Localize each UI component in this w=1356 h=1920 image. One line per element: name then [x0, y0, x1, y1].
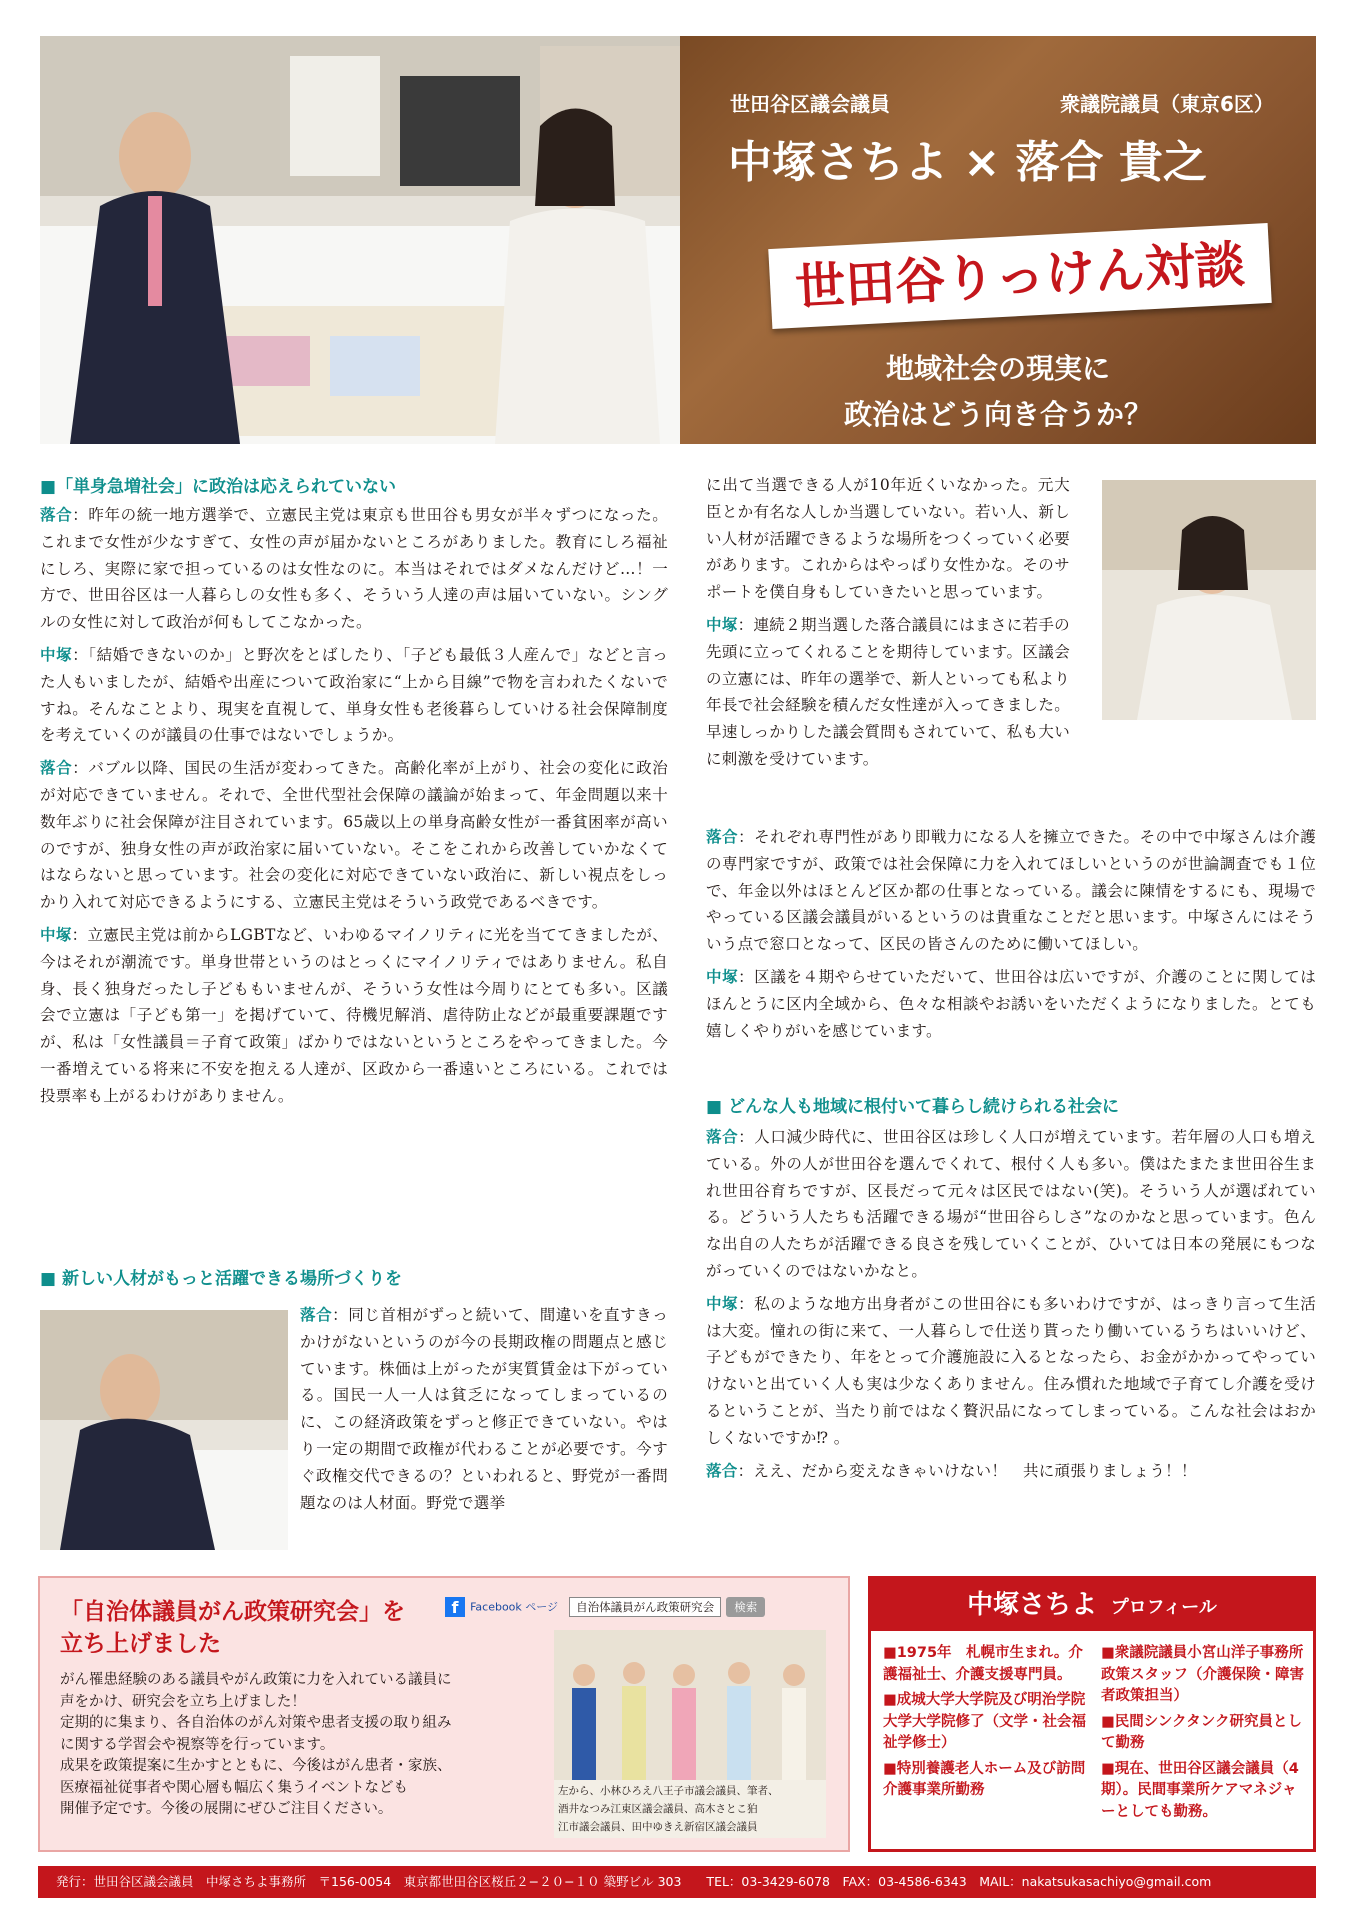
box-body-line: 定期的に集まり、各自治体のがん対策や患者支援の取り組み: [60, 1715, 452, 1731]
profile-col1: [883, 1643, 1093, 1806]
paragraph: [300, 1302, 668, 1516]
paragraph-text: ：ええ、だから変えなきゃいけない！ 共に頑張りましょう！！: [737, 1461, 1197, 1480]
paragraph-text: ：区議を４期やらせていただいて、世田谷は広いですが、介護のことに関してはほんとうに区内全域から、色々な相談やお誘いをいただくようになりました。とても嬉しくやりがいを感じています。: [706, 967, 1316, 1040]
speaker-label: 中塚: [40, 644, 73, 664]
speaker-label: 中塚: [706, 614, 738, 634]
caption-line: 酒井なつみ江東区議会議員、高木さとこ狛: [558, 1803, 758, 1815]
paragraph: [706, 1458, 1316, 1485]
section2-right-body: [706, 824, 1316, 1050]
title-ribbon: [768, 223, 1272, 329]
facebook-label: Facebook ページ: [470, 1600, 559, 1614]
header-photo: [40, 36, 680, 444]
photo-caption: [554, 1780, 826, 1838]
box-title: [60, 1596, 405, 1660]
paragraph: [706, 612, 1070, 773]
paragraph: [40, 642, 668, 749]
paragraph-text: ：それぞれ専門性があり即戦力になる人を擁立できた。その中で中塚さんは介護の専門家ですが、政策では社会保障に力を入れてほしいというのが世論調査でも１位で、年金以外はほとんど区か都の仕事となっている。議会に陳情をするにも、現場でやっている区議会議員がいるというのは貴重なことだと思います。中塚さんにはそういう点で窓口となって、区民の皆さんのために働いてほしい。: [706, 828, 1316, 954]
speaker-label: 落合: [40, 505, 73, 524]
paragraph: [706, 824, 1316, 958]
subtitle-line2: 政治はどう向き合うか？: [843, 398, 1152, 431]
left-role: 世田谷区議会議員: [730, 92, 890, 116]
paragraph: [40, 755, 668, 916]
speaker-label: 落合: [706, 1460, 738, 1480]
paragraph-text: ：「結婚できないのか」と野次をとばしたり、「子ども最低３人産んで」などと言った人もいましたが、結婚や出産について政治家に“上から目線”で物を言われたくないですね。そんなことより、現実を直視して、単身女性も老後暮らしていける社会保障制度を考えていくのが議員の仕事ではないでしょうか。: [40, 645, 669, 745]
cancer-policy-box: [38, 1576, 850, 1852]
subtitle: [680, 346, 1316, 438]
caption-line: 江市議会議員、田中ゆきえ新宿区議会議員: [558, 1821, 758, 1833]
paragraph-text: に出て当選できる人が10年近くいなかった。元大臣とか有名な人しか当選していない。若い人、新しい人材が活躍できるような場所をつくっていく必要があります。これからはやっぱり女性かな。そのサポートを僕自身もしていきたいと思っています。: [706, 476, 1070, 602]
speaker-label: 中塚: [40, 924, 72, 944]
box-body-line: 開催予定です。今後の展開にぜひご注目ください。: [60, 1801, 393, 1817]
paragraph: [706, 1291, 1316, 1452]
nakatsuka-photo: [1102, 480, 1316, 720]
box-body-line: に関する学習会や視察等を行っています。: [60, 1736, 335, 1753]
profile-item: ■特別養護老人ホーム及び訪問介護事業所勤務: [883, 1760, 1086, 1798]
ochiai-photo: [40, 1310, 288, 1550]
section2-body: [300, 1302, 668, 1522]
search-button[interactable]: 検索: [726, 1597, 765, 1617]
box-body-line: 成果を政策提案に生かすとともに、今後はがん患者・家族、: [60, 1758, 452, 1774]
profile-header: [871, 1579, 1313, 1631]
paragraph-text: ：昨年の統一地方選挙で、立憲民主党は東京も世田谷も男女が半々ずつになった。これまで女性が少なすぎて、女性の声が届かないところがありました。教育にしろ福祉にしろ、実際に家で担っているのは女性なのに。本当はそれではダメなんだけど…！一方で、世田谷区は一人暮らしの女性も多く、そういう人達の声は届いていない。シングルの女性に対して政治が何もしてこなかった。: [40, 506, 668, 632]
footer-bar: [38, 1866, 1316, 1898]
speaker-label: 中塚: [706, 1293, 739, 1313]
caption-line: 左から、小林ひろえ八王子市議会議員、筆者、: [558, 1785, 779, 1797]
profile-item: ■成城大学大学院及び明治学院大学大学院修了（文学・社会福祉学修士）: [883, 1692, 1086, 1751]
speaker-label: 落合: [40, 758, 73, 778]
box-body-line: 医療福祉従事者や関心層も幅広く集うイベントなども: [60, 1779, 408, 1796]
main-title: 世田谷りっけん対談: [793, 235, 1247, 317]
section2-continued: [706, 472, 1070, 779]
paragraph: [706, 964, 1316, 1044]
section1-body: [40, 502, 668, 1116]
profile-box: [868, 1576, 1316, 1852]
group-photo: [554, 1630, 826, 1838]
footer-text: 発行：世田谷区議会議員 中塚さちよ事務所 〒156-0054 東京都世田谷区桜丘２−２０−１０ 築野ビル 303 TEL：03-3429-6078 FAX：03-4586-6343 MAIL：nakatsukasachiyo@gmail.com: [56, 1874, 1212, 1889]
paragraph-text: ：連続２期当選した落合議員にはまさに若手の先頭に立ってくれることを期待しています。区議会の立憲には、昨年の選挙で、新人といっても私より年長で社会経験を積んだ女性達が入ってきました。早速しっかりした議会質問もされていて、私も大いに刺激を受けています。: [706, 615, 1070, 768]
profile-col2: [1101, 1643, 1307, 1827]
speaker-label: 中塚: [706, 966, 739, 986]
profile-item: ■衆議院議員小宮山洋子事務所政策スタッフ（介護保険・障害者政策担当）: [1101, 1645, 1304, 1704]
profile-item: ■民間シンクタンク研究員として勤務: [1101, 1713, 1302, 1751]
box-title-line2: 立ち上げました: [60, 1631, 221, 1657]
paragraph-text: ：立憲民主党は前からLGBTなど、いわゆるマイノリティに光を当ててきましたが、今はそれが潮流です。単身世帯というのはとっくにマイノリティではありません。私自身、長く独身だったし子どももいませんが、そういう女性は今周りにとても多い。区議会で立憲は「子ども第一」を掲げていて、待機児解消、虐待防止などが最重要課題ですが、私は「女性議員＝子育て政策」ばかりではないというところをやってきました。今一番増えている将来に不安を抱える人達が、区政から一番遠いところにいる。これでは投票率も上がるわけがありません。: [40, 925, 668, 1105]
subtitle-line1: 地域社会の現実に: [885, 352, 1110, 385]
box-body-line: がん罹患経験のある議員やがん政策に力を入れている議員に: [60, 1672, 452, 1688]
right-role: 衆議院議員（東京6区）: [1060, 92, 1274, 116]
paragraph: [40, 502, 668, 636]
header-banner: [680, 36, 1316, 444]
names-title: 中塚さちよ × 落合 貴之: [728, 137, 1207, 188]
paragraph-text: ：バブル以降、国民の生活が変わってきた。高齢化率が上がり、社会の変化に政治が対応できていません。それで、全世代型社会保障の議論が始まって、年金問題以来十数年ぶりに社会保障が注目されています。65歳以上の単身高齢女性が一番貧困率が高いのですが、独身女性の声が政治家に届いていない。そこをこれから改善していかなくてはならないと思っています。社会の変化に対応できていない政治に、新しい視点をしっかり入れて対応できるようにする、立憲民主党はそういう政党であるべきです。: [40, 759, 668, 912]
profile-suffix: プロフィール: [1110, 1597, 1217, 1618]
speaker-label: 落合: [706, 827, 739, 846]
paragraph: [706, 1124, 1316, 1285]
paragraph: [40, 922, 668, 1110]
profile-item: ■1975年 札幌市生まれ。介護福祉士、介護支援専門員。: [883, 1645, 1083, 1683]
paragraph-text: ：私のような地方出身者がこの世田谷にも多いわけですが、はっきり言って生活は大変。憧れの街に来て、一人暮らしで仕送り貰ったり働いているうちはいいけど、子どもができたり、年をとって介護施設に入るとなったら、お金がかかってやっていけないと出ていく人も実は少なくありません。住み慣れた地域で子育てし介護を受けるということが、当たり前ではなく贅沢品になってしまっている。こんな社会はおかしくないですか⁉ 。: [706, 1294, 1316, 1447]
section1-heading: ■「単身急増社会」に政治は応えられていない: [40, 477, 397, 497]
facebook-bar: [445, 1596, 765, 1622]
box-body: [60, 1670, 560, 1821]
profile-item: ■現在、世田谷区議会議員（4期）。民間事業所ケアマネジャーとしても勤務。: [1101, 1760, 1299, 1820]
paragraph-text: ：人口減少時代に、世田谷区は珍しく人口が増えています。若年層の人口も増えている。外の人が世田谷を選んでくれて、根付く人も多い。僕はたまたま世田谷生まれ世田谷育ちですが、区長だって元々は区民ではない(笑)。そういう人が選ばれている。どういう人たちも活躍できる場が“世田谷らしさ”なのかなと思っています。色んな出自の人たちが活躍できる良さを残していくことが、ひいては日本の発展にもつながっていくのではないかなと。: [706, 1128, 1316, 1280]
section3-heading: ■ どんな人も地域に根付いて暮らし続けられる社会に: [706, 1097, 1119, 1117]
box-body-line: 声をかけ、研究会を立ち上げました！: [60, 1693, 306, 1710]
section2-heading: ■ 新しい人材がもっと活躍できる場所づくりを: [40, 1269, 402, 1289]
box-title-line1: 「自治体議員がん政策研究会」を: [60, 1599, 405, 1625]
paragraph-text: ：同じ首相がずっと続いて、間違いを直すきっかけがないというのが今の長期政権の問題点と感じています。株価は上がったが実質賃金は下がっている。国民一人一人は貧乏になってしまっているのに、この経済政策をずっと修正できていない。やはり一定の期間で政権が代わることが必要です。今すぐ政権交代できるの？といわれると、野党が一番問題なのは人材面。野党で選挙: [300, 1306, 669, 1512]
facebook-icon[interactable]: f: [445, 1597, 465, 1617]
section3-body: [706, 1124, 1316, 1490]
speaker-label: 落合: [706, 1127, 739, 1146]
speaker-label: 落合: [300, 1305, 333, 1324]
profile-name: 中塚さちよ: [967, 1590, 1098, 1620]
search-box[interactable]: 自治体議員がん政策研究会: [569, 1597, 721, 1617]
